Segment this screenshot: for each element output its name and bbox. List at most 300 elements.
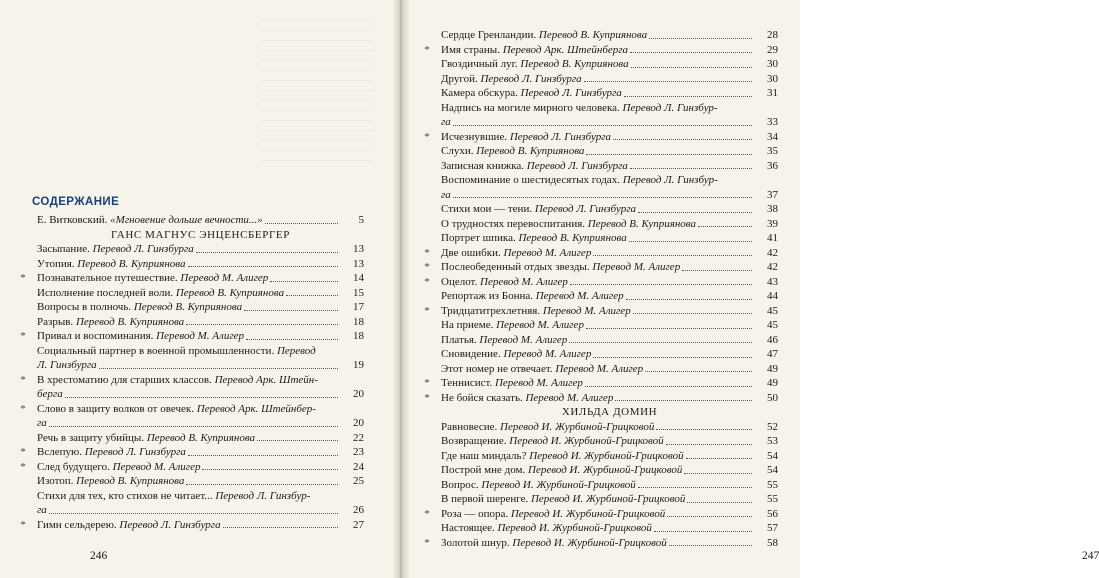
entry-title: Утопия. bbox=[37, 257, 78, 270]
entry-page-number: 42 bbox=[767, 261, 778, 273]
entry-translator: Перевод Л. Гинзбурга bbox=[520, 87, 622, 99]
entry-title: Две ошибки. bbox=[441, 246, 504, 259]
toc-line bbox=[416, 43, 778, 58]
entry-title: Портрет шпика. bbox=[441, 232, 519, 244]
entry-translator: Перевод В. Куприянова bbox=[77, 257, 186, 270]
star-marker: * bbox=[20, 446, 26, 458]
toc-line bbox=[12, 416, 364, 431]
toc-entry bbox=[416, 304, 778, 319]
star-marker: * bbox=[424, 536, 430, 549]
toc-entry bbox=[416, 101, 778, 130]
dot-leader bbox=[684, 473, 752, 474]
toc-line bbox=[416, 101, 778, 116]
dot-leader bbox=[270, 281, 338, 282]
entry-title: Исчезнувшие. bbox=[441, 130, 510, 143]
entry-translator: Перевод В. Куприянова bbox=[538, 29, 648, 41]
entry-page-number: 13 bbox=[353, 257, 364, 270]
dot-leader bbox=[626, 299, 752, 300]
entry-text bbox=[441, 434, 664, 449]
toc-line bbox=[12, 489, 364, 504]
toc-line bbox=[416, 391, 778, 406]
entry-title: Гвоздичный луг. bbox=[441, 58, 521, 70]
dot-leader bbox=[686, 458, 752, 459]
entry-page-number: 27 bbox=[353, 518, 364, 531]
entry-page-number: 50 bbox=[767, 391, 778, 404]
toc-line bbox=[12, 503, 364, 518]
toc-entry bbox=[416, 420, 778, 435]
entry-page-number: 36 bbox=[767, 159, 778, 172]
entry-text bbox=[37, 416, 47, 431]
entry-translator: Перевод Л. Гинзбур- bbox=[622, 101, 718, 114]
star-marker: * bbox=[424, 377, 430, 389]
entry-translator: Перевод Л. Гинзбурга bbox=[84, 446, 186, 458]
entry-title: Оцелот. bbox=[441, 275, 481, 288]
entry-title: Возвращение. bbox=[441, 435, 510, 447]
entry-text bbox=[441, 376, 583, 391]
entry-translator: Перевод М. Алигер bbox=[496, 319, 584, 331]
entry-translator: Перевод В. Куприянова bbox=[175, 286, 285, 299]
entry-title: Равновесие. bbox=[441, 420, 501, 433]
entry-translator: га bbox=[441, 188, 451, 201]
entry-text bbox=[441, 28, 647, 43]
toc-line bbox=[416, 275, 778, 290]
toc-entry bbox=[12, 518, 364, 533]
toc-entry bbox=[416, 260, 778, 275]
toc-entry bbox=[416, 478, 778, 493]
entry-title: След будущего. bbox=[37, 460, 113, 473]
entry-title: Гимн сельдерею. bbox=[37, 518, 120, 531]
dot-leader bbox=[649, 38, 752, 39]
entry-page-number: 15 bbox=[353, 286, 364, 299]
entry-title: Засыпание. bbox=[37, 243, 93, 255]
entry-text bbox=[441, 449, 684, 464]
toc-line bbox=[416, 507, 778, 522]
entry-page-number: 5 bbox=[358, 214, 364, 226]
entry-page-number: 47 bbox=[767, 348, 778, 360]
dot-leader bbox=[188, 266, 338, 267]
entry-title: Разрыв. bbox=[37, 315, 76, 328]
dot-leader bbox=[186, 484, 338, 485]
toc-entry bbox=[12, 271, 364, 286]
entry-title: Воспоминание о шестидесятых годах. bbox=[441, 174, 623, 186]
toc-entry bbox=[12, 373, 364, 402]
toc-line bbox=[12, 387, 364, 402]
entry-page-number: 49 bbox=[767, 377, 778, 389]
toc-line bbox=[12, 300, 364, 315]
entry-translator: Перевод М. Алигер bbox=[555, 362, 644, 375]
dot-leader bbox=[244, 310, 338, 311]
entry-text bbox=[37, 431, 255, 446]
dot-leader bbox=[645, 371, 752, 372]
toc-entry bbox=[416, 318, 778, 333]
entry-text bbox=[441, 72, 582, 87]
entry-translator: Перевод И. Журбиной-Грицковой bbox=[529, 449, 684, 462]
toc-line bbox=[416, 144, 778, 159]
entry-page-number: 20 bbox=[353, 417, 364, 429]
star-marker: * bbox=[20, 272, 26, 284]
toc-line bbox=[12, 257, 364, 272]
toc-line bbox=[416, 333, 778, 348]
dot-leader bbox=[667, 516, 752, 517]
entry-title: Не бойся сказать. bbox=[441, 391, 526, 404]
entry-translator: Перевод И. Журбиной-Грицковой bbox=[528, 464, 683, 476]
toc-entry bbox=[12, 474, 364, 489]
entry-title: Социальный партнер в военной промышленности. bbox=[37, 344, 277, 357]
entry-title: Сновидение. bbox=[441, 348, 504, 360]
entry-text bbox=[37, 373, 318, 388]
entry-translator: га bbox=[37, 504, 47, 516]
entry-translator: Перевод И. Журбиной-Грицковой bbox=[530, 493, 686, 505]
entry-page-number: 37 bbox=[767, 188, 778, 201]
entry-title: Стихи для тех, кто стихов не читает... bbox=[37, 489, 216, 502]
entry-page-number: 43 bbox=[767, 275, 778, 288]
entry-page-number: 13 bbox=[353, 243, 364, 255]
entry-translator: Перевод Л. Гинзбурга bbox=[92, 243, 194, 255]
entry-translator: Перевод М. Алигер bbox=[479, 333, 568, 346]
entry-text bbox=[441, 304, 631, 319]
entry-translator: Перевод Арк. Штейн- bbox=[214, 373, 318, 386]
dot-leader bbox=[638, 212, 752, 213]
entry-text bbox=[441, 318, 584, 333]
entry-title: Познавательное путешествие. bbox=[37, 272, 181, 284]
dot-leader bbox=[638, 487, 752, 488]
toc-line bbox=[416, 28, 778, 43]
toc-entry bbox=[416, 492, 778, 507]
entry-translator: Перевод М. Алигер bbox=[503, 246, 592, 259]
entry-text bbox=[441, 362, 643, 377]
toc-entry bbox=[416, 130, 778, 145]
star-marker: * bbox=[20, 460, 26, 473]
entry-page-number: 56 bbox=[767, 507, 778, 520]
toc-line bbox=[416, 463, 778, 478]
toc-line bbox=[12, 213, 364, 228]
dot-leader bbox=[698, 226, 752, 227]
toc-entry bbox=[416, 434, 778, 449]
entry-translator: Перевод М. Алигер bbox=[156, 330, 245, 342]
toc-line bbox=[416, 536, 778, 551]
entry-title: Другой. bbox=[441, 72, 481, 85]
entry-text bbox=[441, 86, 622, 101]
entry-text bbox=[441, 159, 628, 174]
toc-line bbox=[416, 188, 778, 203]
toc-entry bbox=[12, 431, 364, 446]
toc-entry bbox=[416, 376, 778, 391]
entry-page-number: 17 bbox=[353, 301, 364, 313]
toc-line bbox=[416, 347, 778, 362]
entry-translator: Перевод Арк. Штейнбер- bbox=[196, 402, 316, 415]
entry-title: Имя страны. bbox=[441, 43, 503, 56]
dot-leader bbox=[223, 527, 338, 528]
toc-line bbox=[416, 492, 778, 507]
toc-entry bbox=[416, 217, 778, 232]
toc-line bbox=[416, 115, 778, 130]
dot-leader bbox=[202, 469, 338, 470]
dot-leader bbox=[629, 241, 752, 242]
entry-page-number: 41 bbox=[767, 232, 778, 244]
entry-title: Где наш миндаль? bbox=[441, 449, 530, 462]
toc-entry bbox=[12, 300, 364, 315]
entry-text bbox=[441, 231, 627, 246]
entry-text bbox=[37, 460, 200, 475]
entry-text bbox=[37, 286, 284, 301]
toc-entry bbox=[12, 402, 364, 431]
entry-translator: Перевод М. Алигер bbox=[535, 290, 624, 302]
toc-line bbox=[12, 329, 364, 344]
entry-text bbox=[37, 242, 194, 257]
entry-translator: Перевод И. Журбиной-Грицковой bbox=[497, 522, 652, 534]
dot-leader bbox=[186, 324, 338, 325]
entry-title: Теннисист. bbox=[441, 377, 495, 389]
toc-line bbox=[12, 402, 364, 417]
entry-translator: Перевод М. Алигер bbox=[180, 272, 269, 284]
entry-translator: «Мгновение дольше вечности...» bbox=[110, 214, 263, 226]
star-marker: * bbox=[424, 507, 430, 520]
toc-line bbox=[416, 521, 778, 536]
dot-leader bbox=[49, 426, 338, 427]
entry-text bbox=[441, 217, 696, 232]
entry-title: Золотой шнур. bbox=[441, 536, 513, 549]
entry-page-number: 29 bbox=[767, 43, 778, 56]
toc-line bbox=[416, 231, 778, 246]
toc-entry bbox=[416, 507, 778, 522]
toc-line bbox=[12, 445, 364, 460]
dot-leader bbox=[453, 125, 752, 126]
toc-line bbox=[416, 246, 778, 261]
toc-entry bbox=[12, 315, 364, 330]
dot-leader bbox=[656, 429, 752, 430]
entry-title: Изотоп. bbox=[37, 475, 77, 487]
dot-leader bbox=[286, 295, 338, 296]
toc-line bbox=[416, 173, 778, 188]
toc-line bbox=[416, 362, 778, 377]
entry-text bbox=[441, 420, 654, 435]
entry-translator: Л. Гинзбурга bbox=[37, 359, 97, 371]
toc-entry bbox=[416, 72, 778, 87]
entry-title: О трудностях перевоспитания. bbox=[441, 217, 588, 230]
toc-line bbox=[12, 373, 364, 388]
dot-leader bbox=[630, 52, 752, 53]
toc-entry bbox=[416, 463, 778, 478]
entry-page-number: 30 bbox=[767, 58, 778, 70]
entry-text bbox=[37, 445, 186, 460]
dot-leader bbox=[631, 67, 752, 68]
entry-text bbox=[37, 271, 268, 286]
toc-line bbox=[416, 57, 778, 72]
star-marker: * bbox=[424, 43, 430, 56]
entry-title: Послеобеденный отдых звезды. bbox=[441, 261, 593, 273]
dot-leader bbox=[570, 284, 752, 285]
entry-text bbox=[441, 391, 613, 406]
entry-translator: Перевод И. Журбиной-Грицковой bbox=[509, 435, 664, 447]
entry-text bbox=[441, 536, 667, 551]
toc-line bbox=[12, 460, 364, 475]
entry-title: Тридцатитрехлетняя. bbox=[441, 304, 543, 317]
dot-leader bbox=[682, 270, 752, 271]
toc-line bbox=[12, 286, 364, 301]
entry-translator: Перевод bbox=[276, 344, 316, 357]
entry-title: Привал и воспоминания. bbox=[37, 330, 157, 342]
entry-text bbox=[441, 101, 718, 116]
entry-text bbox=[441, 492, 685, 507]
dot-leader bbox=[196, 252, 338, 253]
entry-title: Вопрос. bbox=[441, 478, 482, 491]
entry-text bbox=[37, 387, 63, 402]
entry-page-number: 33 bbox=[767, 116, 778, 128]
toc-entry bbox=[416, 347, 778, 362]
entry-title: Построй мне дом. bbox=[441, 464, 529, 476]
section-heading: ГАНС МАГНУС ЭНЦЕНСБЕРГЕР bbox=[111, 228, 290, 241]
toc-entry bbox=[416, 246, 778, 261]
entry-page-number: 22 bbox=[353, 431, 364, 444]
entry-title: Роза — опора. bbox=[441, 507, 511, 520]
toc-entry bbox=[12, 213, 364, 228]
toc-line bbox=[416, 478, 778, 493]
toc-line bbox=[12, 242, 364, 257]
toc-entry bbox=[416, 43, 778, 58]
dot-leader bbox=[654, 531, 752, 532]
toc-entry bbox=[12, 329, 364, 344]
toc-entry bbox=[416, 144, 778, 159]
entry-text bbox=[441, 347, 591, 362]
entry-text bbox=[37, 503, 47, 518]
entry-title: Платья. bbox=[441, 333, 480, 346]
entry-translator: Перевод М. Алигер bbox=[542, 304, 631, 317]
entry-text bbox=[441, 144, 584, 159]
entry-page-number: 30 bbox=[767, 72, 778, 85]
toc-entry bbox=[416, 521, 778, 536]
toc-line bbox=[416, 130, 778, 145]
toc-entry bbox=[416, 57, 778, 72]
contents-heading: СОДЕРЖАНИЕ bbox=[32, 196, 120, 208]
toc-line bbox=[416, 449, 778, 464]
entry-title: Репортаж из Бонна. bbox=[441, 290, 536, 302]
dot-leader bbox=[630, 168, 752, 169]
entry-translator: Перевод Л. Гинзбурга bbox=[509, 130, 611, 143]
toc-entry bbox=[416, 173, 778, 202]
left-page bbox=[0, 0, 398, 578]
dot-leader bbox=[593, 357, 752, 358]
dot-leader bbox=[624, 96, 752, 97]
section-heading: ХИЛЬДА ДОМИН bbox=[561, 406, 658, 418]
entry-page-number: 25 bbox=[353, 475, 364, 487]
entry-translator: Перевод И. Журбиной-Грицковой bbox=[510, 507, 666, 520]
toc-entry bbox=[12, 445, 364, 460]
star-marker: * bbox=[20, 373, 26, 386]
toc-line bbox=[12, 518, 364, 533]
entry-title: В первой шеренге. bbox=[441, 493, 531, 505]
entry-text bbox=[441, 43, 628, 58]
entry-text bbox=[441, 275, 568, 290]
page-number-left: 246 bbox=[90, 550, 108, 562]
toc-entry bbox=[12, 257, 364, 272]
entry-title: Записная книжка. bbox=[441, 159, 527, 172]
entry-page-number: 34 bbox=[767, 130, 778, 143]
entry-text bbox=[37, 213, 263, 228]
dot-leader bbox=[585, 386, 752, 387]
entry-text bbox=[441, 130, 611, 145]
entry-text bbox=[441, 507, 665, 522]
dot-leader bbox=[613, 139, 752, 140]
entry-page-number: 54 bbox=[767, 464, 778, 476]
toc-line bbox=[416, 86, 778, 101]
dot-leader bbox=[257, 440, 338, 441]
toc-entry bbox=[12, 489, 364, 518]
entry-page-number: 23 bbox=[353, 446, 364, 458]
dot-leader bbox=[633, 313, 752, 314]
star-marker: * bbox=[20, 330, 26, 342]
toc-line bbox=[416, 420, 778, 435]
entry-translator: Перевод Л. Гинзбурга bbox=[534, 203, 637, 215]
entry-title: Стихи мои — тени. bbox=[441, 203, 535, 215]
dot-leader bbox=[49, 513, 338, 514]
toc-entry bbox=[12, 242, 364, 257]
entry-translator: Перевод Л. Гинзбурга bbox=[119, 518, 221, 531]
toc-list-right bbox=[416, 28, 778, 550]
entry-text bbox=[441, 478, 636, 493]
entry-title: Слово в защиту волков от овечек. bbox=[37, 402, 197, 415]
entry-page-number: 31 bbox=[767, 87, 778, 99]
star-marker: * bbox=[20, 518, 26, 531]
dot-leader bbox=[453, 197, 752, 198]
entry-page-number: 46 bbox=[767, 333, 778, 346]
entry-text bbox=[37, 518, 221, 533]
entry-translator: Перевод М. Алигер bbox=[503, 348, 592, 360]
entry-translator: Перевод Л. Гинзбур- bbox=[622, 174, 718, 186]
entry-page-number: 55 bbox=[767, 493, 778, 505]
entry-title: Вопросы в полночь. bbox=[37, 301, 134, 313]
entry-translator: Перевод И. Журбиной-Грицковой bbox=[481, 478, 636, 491]
star-marker: * bbox=[20, 402, 26, 415]
entry-text bbox=[441, 333, 567, 348]
page-number-right: 247 bbox=[1082, 550, 1099, 562]
dot-leader bbox=[615, 400, 752, 401]
dot-leader bbox=[666, 444, 752, 445]
entry-title: Этот номер не отвечает. bbox=[441, 362, 556, 375]
entry-page-number: 58 bbox=[767, 536, 778, 549]
toc-entry bbox=[12, 344, 364, 373]
toc-entry bbox=[416, 391, 778, 406]
book-gutter bbox=[392, 0, 410, 578]
entry-title: Настоящее. bbox=[441, 522, 498, 534]
entry-translator: Перевод М. Алигер bbox=[494, 377, 583, 389]
dot-leader bbox=[246, 339, 338, 340]
toc-entry bbox=[416, 159, 778, 174]
entry-text bbox=[441, 289, 624, 304]
entry-text bbox=[37, 315, 184, 330]
toc-line bbox=[416, 318, 778, 333]
entry-text bbox=[441, 260, 680, 275]
entry-translator: Перевод Л. Гинзбурга bbox=[526, 159, 628, 172]
toc-line bbox=[12, 271, 364, 286]
entry-page-number: 24 bbox=[353, 460, 364, 473]
dot-leader bbox=[188, 455, 338, 456]
dot-leader bbox=[65, 397, 338, 398]
entry-title: Исполнение последней воли. bbox=[37, 286, 176, 299]
entry-title: На приеме. bbox=[441, 319, 497, 331]
entry-translator: Перевод Л. Гинзбурга bbox=[480, 72, 582, 85]
entry-title: Речь в защиту убийцы. bbox=[37, 431, 147, 444]
toc-line bbox=[416, 260, 778, 275]
toc-line bbox=[12, 315, 364, 330]
entry-translator: Перевод М. Алигер bbox=[112, 460, 201, 473]
entry-page-number: 42 bbox=[767, 246, 778, 259]
entry-translator: Перевод В. Куприянова bbox=[75, 315, 185, 328]
entry-translator: Перевод В. Куприянова bbox=[518, 232, 627, 244]
entry-page-number: 18 bbox=[353, 315, 364, 328]
entry-title: Сердце Гренландии. bbox=[441, 29, 539, 41]
entry-translator: Перевод И. Журбиной-Грицковой bbox=[512, 536, 667, 549]
entry-translator: Перевод В. Куприянова bbox=[146, 431, 256, 444]
